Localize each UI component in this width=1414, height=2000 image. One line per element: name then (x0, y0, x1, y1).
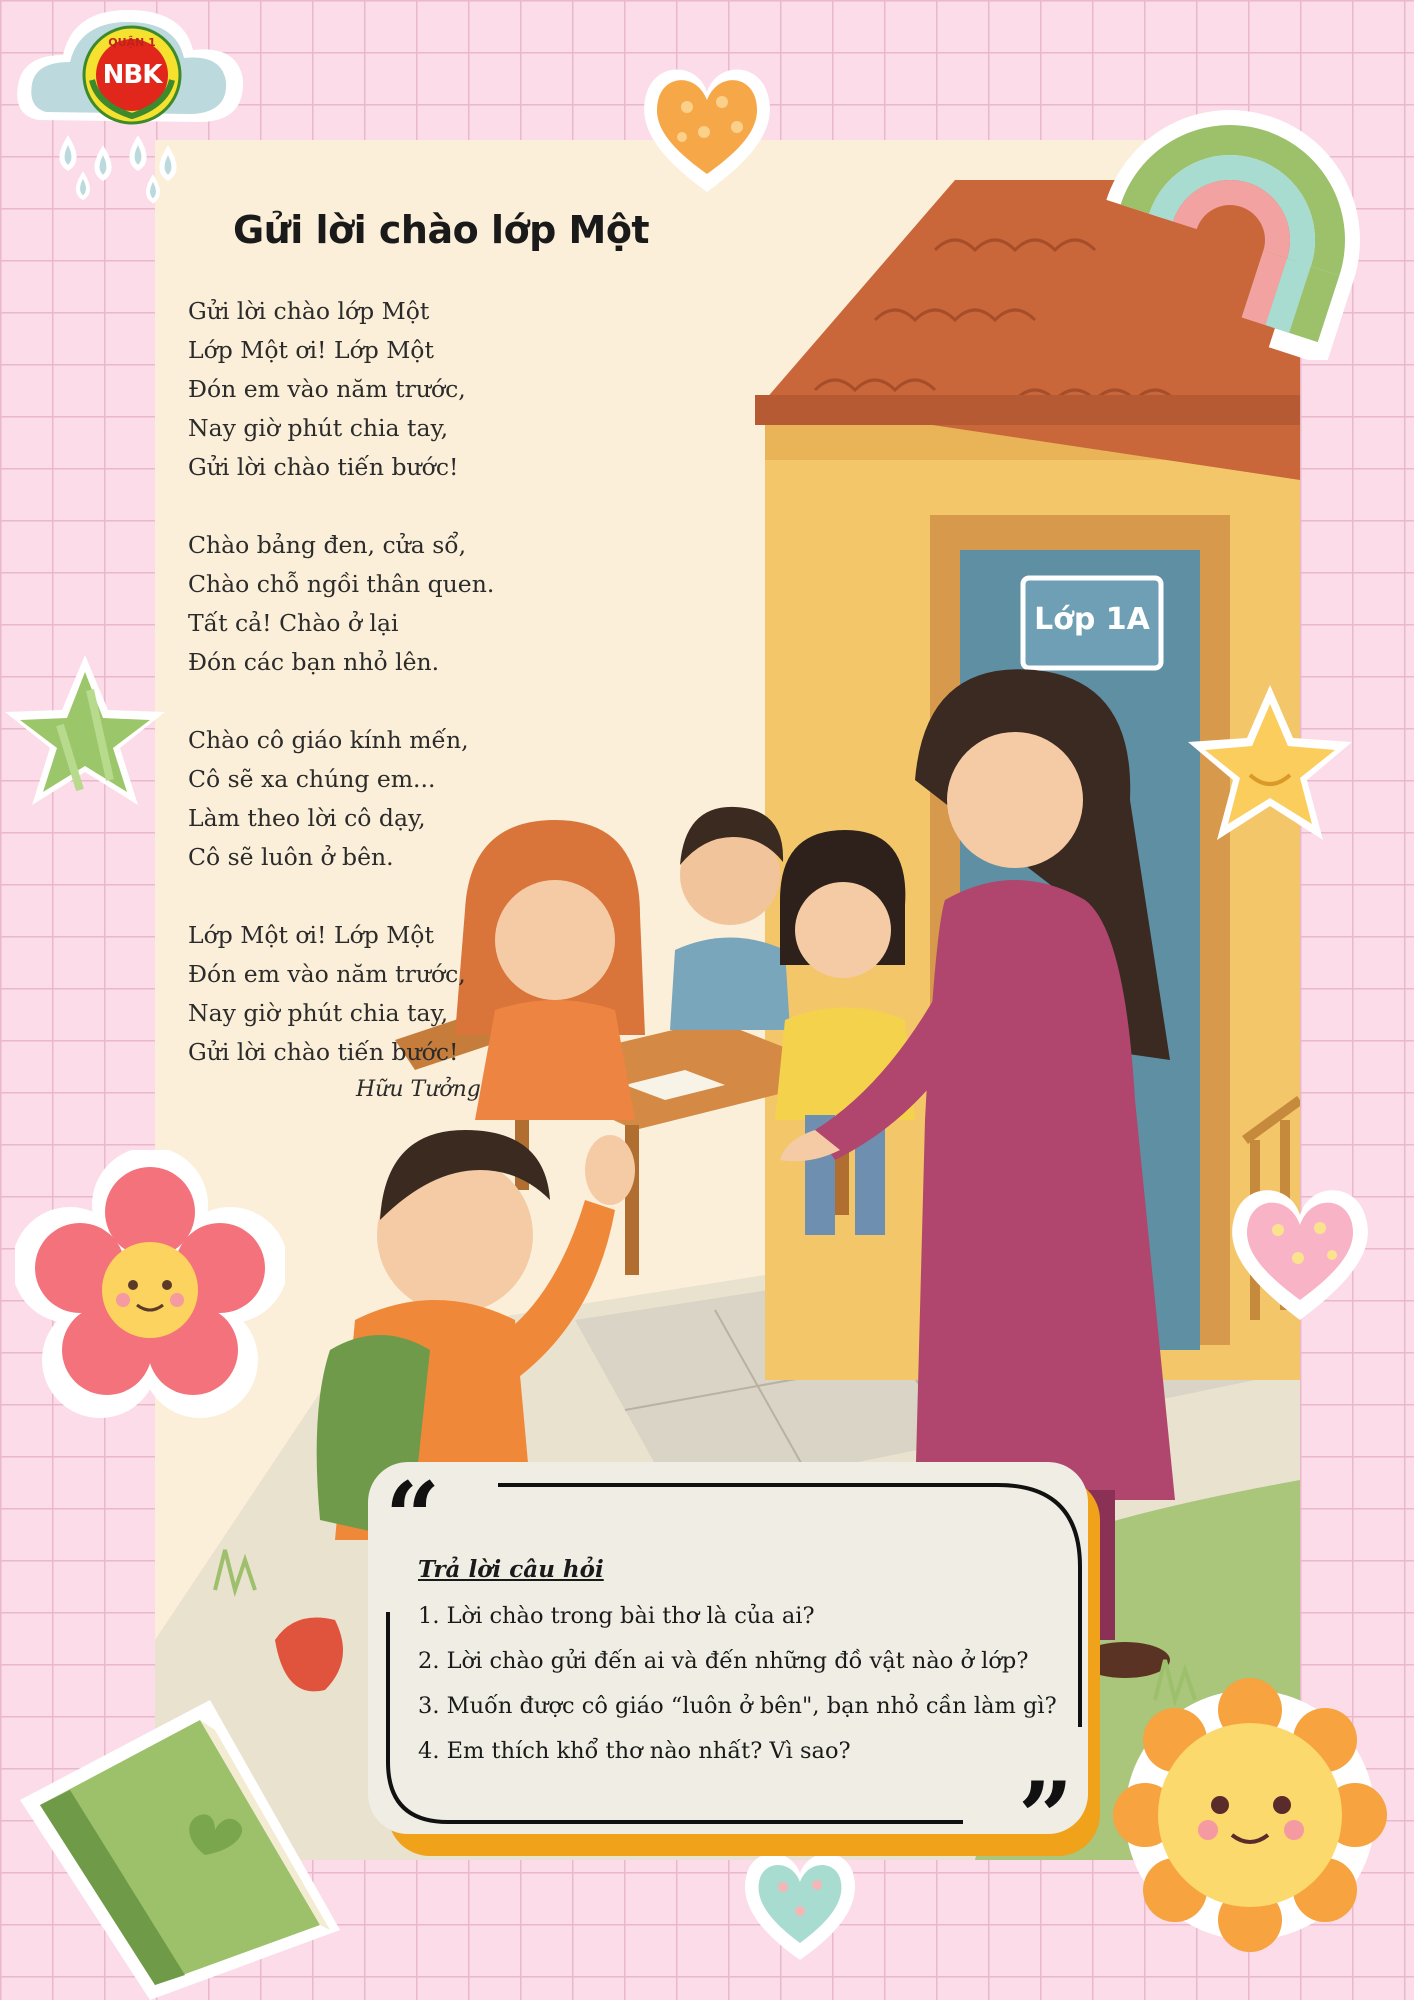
badge-main-text: NBK (102, 60, 162, 90)
flower-sticker-icon (15, 1150, 285, 1420)
poem-line: Cô sẽ xa chúng em... (188, 765, 436, 793)
poem-line: Đón em vào năm trước, (188, 960, 466, 988)
poem-line: Chào bảng đen, cửa sổ, (188, 531, 467, 559)
quiz-heading: Trả lời câu hỏi (418, 1556, 604, 1583)
stanza-4 (188, 916, 608, 1072)
quiz-question: 2. Lời chào gửi đến ai và đến những đồ vật nào ở lớp? (418, 1648, 1029, 1674)
door-sign-text: Lớp 1A (1034, 602, 1150, 637)
poem-body (188, 292, 608, 1111)
sun-sticker-icon (1100, 1665, 1400, 1965)
poem-line: Đón em vào năm trước, (188, 375, 466, 403)
poem-line: Làm theo lời cô dạy, (188, 804, 426, 832)
poem-line: Gửi lời chào lớp Một (188, 297, 430, 325)
open-quote-icon: “ (385, 1461, 441, 1574)
stanza-3 (188, 721, 608, 877)
badge-top-text: QUẬN 1 (108, 36, 156, 49)
heart-orange-sticker-icon (632, 52, 782, 202)
quiz-question: 4. Em thích khổ thơ nào nhất? Vì sao? (418, 1738, 851, 1764)
poem-title: Gửi lời chào lớp Một (233, 208, 650, 252)
poem-line: Lớp Một ơi! Lớp Một (188, 921, 434, 949)
stanza-2 (188, 526, 608, 682)
poem-line: Tất cả! Chào ở lại (188, 609, 399, 637)
quiz-question: 1. Lời chào trong bài thơ là của ai? (418, 1603, 815, 1629)
poem-author: Hữu Tưởng (356, 1077, 481, 1102)
poem-line: Đón các bạn nhỏ lên. (188, 648, 440, 676)
heart-pink-sticker-icon (1220, 1170, 1380, 1330)
quiz-question: 3. Muốn được cô giáo “luôn ở bên", bạn nhỏ cần làm gì? (418, 1693, 1057, 1719)
poem-line: Lớp Một ơi! Lớp Một (188, 336, 434, 364)
rainbow-sticker-icon (1070, 60, 1390, 360)
stanza-1 (188, 292, 608, 487)
star-green-sticker-icon (0, 650, 170, 820)
poem-line: Chào chỗ ngồi thân quen. (188, 570, 495, 598)
poem-line: Nay giờ phút chia tay, (188, 999, 449, 1027)
book-sticker-icon (0, 1680, 350, 2000)
poem-line: Gửi lời chào tiến bước! (188, 453, 459, 481)
close-quote-icon: ” (1018, 1761, 1074, 1874)
star-yellow-sticker-icon (1180, 680, 1360, 850)
poem-line: Gửi lời chào tiến bước! (188, 1038, 459, 1066)
poem-line: Nay giờ phút chia tay, (188, 414, 449, 442)
poem-line: Chào cô giáo kính mến, (188, 726, 469, 754)
poem-line: Cô sẽ luôn ở bên. (188, 843, 394, 871)
